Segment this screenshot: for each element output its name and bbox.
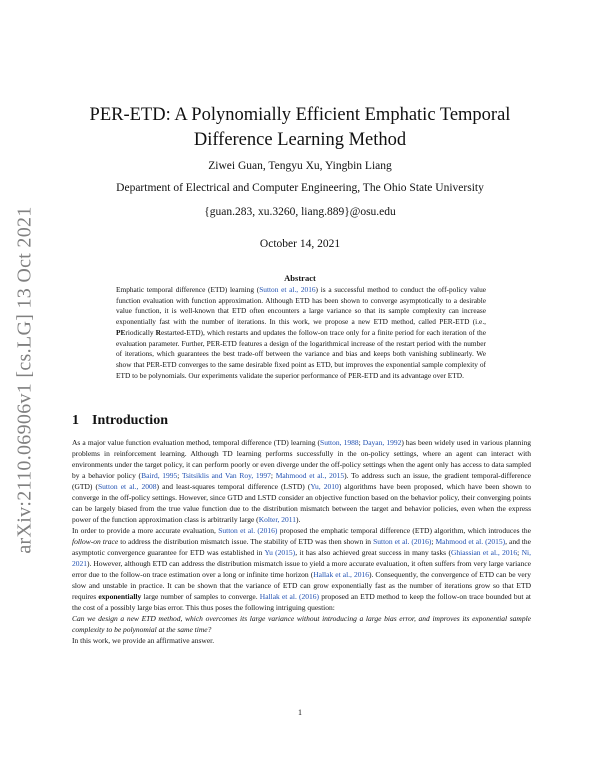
arxiv-identifier: arXiv:2110.06906v1 [cs.LG] 13 Oct 2021 xyxy=(13,206,36,554)
abstract-heading: Abstract xyxy=(284,273,316,283)
section-title: Introduction xyxy=(92,413,168,428)
affiliation: Department of Electrical and Computer Engineering, The Ohio State University xyxy=(116,182,484,194)
email: {guan.283, xu.3260, liang.889}@osu.edu xyxy=(204,206,396,218)
citation-link[interactable]: Tsitsiklis and Van Roy, 1997 xyxy=(181,471,271,480)
citation-link[interactable]: Ghiassian et al., 2016 xyxy=(450,548,518,557)
citation-link[interactable]: Baird, 1995 xyxy=(141,471,178,480)
citation-link[interactable]: Yu, 2010 xyxy=(310,482,339,491)
citation-link[interactable]: Sutton et al. (2016) xyxy=(373,537,432,546)
date: October 14, 2021 xyxy=(259,238,341,250)
paper-title xyxy=(0,103,600,153)
citation-link[interactable]: Hallak et al. (2016) xyxy=(259,592,320,601)
title-line-2: Difference Learning Method xyxy=(193,130,407,150)
title-line-1: PER-ETD: A Polynomially Efficient Emphatic Temporal xyxy=(89,105,511,125)
citation-link[interactable]: Mahmood et al., 2015 xyxy=(275,471,345,480)
section-heading xyxy=(72,413,168,429)
paragraph-2: In order to provide a more accurate evaluation, Sutton et al. (2016) proposed the emphatic temporal difference (ETD) algorithm, which introduces the follow-on trace to address the distribution mismatch issue. The stability of ETD was then shown in Sutton et al. (2016); Mahmood et al. (2015), and the asymptotic convergence guarantee for ETD was established in Yu (2015), it has also achieved great success in many tasks (Ghiassian et al., 2016; Ni, 2021). However, although ETD can address the distribution mismatch issue to yield a more accurate evaluation, it often suffers from very large variance error due to the follow-on trace estimation over a long or infinite time horizon (Hallak et al., 2016). Consequently, the convergence of ETD can be very slow and unstable in practice. It can be shown that the variance of ETD can grow exponentially fast as the number of iterations grow so that ETD requires exponentially large number of samples to converge. Hallak et al. (2016) proposed an ETD method to keep the follow-on trace bounded but at the cost of a possibly large bias error. This thus poses the following intriguing question: xyxy=(72,526,532,612)
page-number: 1 xyxy=(298,708,302,717)
citation-link[interactable]: Yu (2015) xyxy=(264,548,296,557)
citation-link[interactable]: Kolter, 2011 xyxy=(258,515,297,524)
section-number: 1 xyxy=(72,413,79,428)
citation-link[interactable]: Ni, 2021 xyxy=(72,548,531,568)
citation-link[interactable]: Sutton et al., 2008 xyxy=(98,482,157,491)
citation-link[interactable]: Dayan, 1992 xyxy=(362,438,402,447)
citation-link[interactable]: Sutton et al. (2016) xyxy=(218,526,278,535)
research-question: Can we design a new ETD method, which overcomes its large variance without introducing a large bias error, and improves its exponential sample complexity to be polynomial at the same time? xyxy=(72,614,531,634)
citation-link[interactable]: Sutton, 1988 xyxy=(320,438,359,447)
abstract-text: Emphatic temporal difference (ETD) learning (Sutton et al., 2016) is a successful method to conduct the off-policy value function evaluation with function approximation. Although ETD has been shown to converge asymptotically to a desirable value function, it is well-known that ETD often encounters a large variance so that its sample complexity can increase exponentially fast with the number of iterations. In this work, we propose a new ETD method, called PER-ETD (i.e., PEriodically Restarted-ETD), which restarts and updates the follow-on trace only for a finite period for each iteration of the evaluation parameter. Further, PER-ETD features a design of the logarithmical increase of the restart period with the number of iterations, which guarantees the best trade-off between the variance and bias and keeps both vanishing sublinearly. We show that PER-ETD converges to the same desirable fixed point as ETD, but improves the exponential sample complexity of ETD to be polynomials. Our experiments validate the superior performance of PER-ETD and its advantage over ETD. xyxy=(116,285,486,380)
paragraph-1: As a major value function evaluation method, temporal difference (TD) learning (Sutton, 1988; Dayan, 1992) has been widely used in various planning problems in reinforcement learning. Although TD learning performs successfully in the on-policy settings, where an agent can interact with environments under the target policy, it can perform poorly or even diverge under the off-policy settings when the agent only has access to data sampled by a behavior policy (Baird, 1995; Tsitsiklis and Van Roy, 1997; Mahmood et al., 2015). To address such an issue, the gradient temporal-difference (GTD) (Sutton et al., 2008) and least-squares temporal difference (LSTD) (Yu, 2010) algorithms have been proposed, which have been shown to converge in the off-policy settings. However, since GTD and LSTD consider an objective function based on the behavior policy, their converging points can be largely biased from the true value function due to the distribution mismatch between the target and behavior policies, even when the express power of the function approximation class is arbitrarily large (Kolter, 2011). xyxy=(72,438,532,524)
citation-link[interactable]: Mahmood et al. (2015) xyxy=(435,537,506,546)
citation-link[interactable]: Sutton et al., 2016 xyxy=(259,285,316,294)
citation-link[interactable]: Hallak et al., 2016 xyxy=(313,570,369,579)
arxiv-sidebar xyxy=(12,170,38,590)
authors: Ziwei Guan, Tengyu Xu, Yingbin Liang xyxy=(208,160,392,172)
closing-sentence: In this work, we provide an affirmative answer. xyxy=(72,636,215,645)
body-text xyxy=(72,437,531,646)
